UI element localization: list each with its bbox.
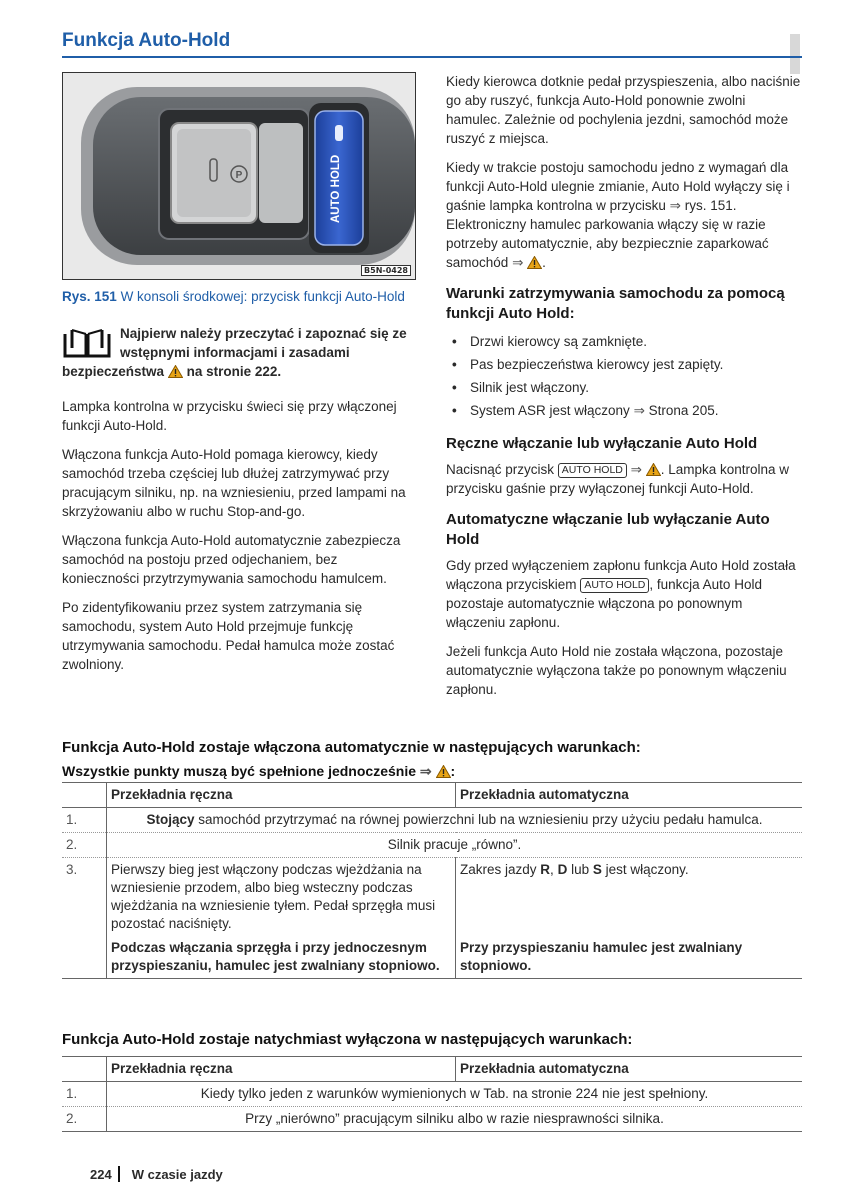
- auto-heading: Automatyczne włączanie lub wyłączanie Auto Hold: [446, 511, 770, 548]
- manual-paragraph: [446, 460, 802, 498]
- left-paragraph-2: Włączona funkcja Auto-Hold pomaga kierowcy, kiedy samochód trzeba częściej lub dłużej zatrzymywać przy pracującym silniku, np. na wzniesieniu, przed lampami na skrzyżowaniu albo w ruchu Stop-and-go.: [62, 447, 406, 519]
- header-cell: Przekładnia ręczna: [107, 783, 456, 808]
- p2-text-before: Kiedy w trakcie postoju samochodu jedno z wymagań dla funkcji Auto-Hold ulegnie zmianie, Auto Hold wyłączy się i gaśnie lampka kontrolna w przycisku: [446, 160, 790, 213]
- range-r: R: [540, 862, 551, 877]
- activation-heading: Funkcja Auto-Hold zostaje włączona automatycznie w następujących warunkach:: [62, 739, 641, 756]
- svg-text:P: P: [235, 170, 243, 181]
- section-name: W czasie jazdy: [131, 1167, 223, 1182]
- footer-divider: [118, 1166, 120, 1182]
- table-cell: Przy przyspieszaniu hamulec jest zwalniany stopniowo.: [456, 936, 803, 979]
- auto-hold-key: AUTO HOLD: [580, 578, 649, 593]
- table-row: [62, 1107, 802, 1132]
- figure-ref-link[interactable]: rys. 151: [684, 198, 733, 213]
- activation-subheading: Wszystkie punkty muszą być spełnione jednocześnie ⇒ :: [62, 763, 456, 779]
- cell-text: lub: [571, 862, 590, 877]
- warning-triangle-icon[interactable]: [527, 256, 542, 269]
- range-d: D: [557, 862, 568, 877]
- table-header-row: [62, 1057, 802, 1082]
- auto-hold-button-label: AUTO HOLD: [330, 154, 342, 223]
- auto-text-before: Gdy przed wyłączeniem zapłonu funkcja Auto Hold została włączona przyciskiem: [446, 558, 796, 592]
- table-cell: Silnik pracuje „równo”.: [107, 833, 803, 858]
- auto-hold-key: AUTO HOLD: [558, 463, 627, 478]
- left-paragraph-4: Po zidentyfikowaniu przez system zatrzymania się samochodu, system Auto Hold przejmuje funkcję utrzymywania samochodu. Pedał hamulca może zostać zwolniony.: [62, 600, 395, 672]
- table-header-row: [62, 783, 802, 808]
- left-paragraph-1: Lampka kontrolna w przycisku świeci się przy włączonej funkcji Auto-Hold.: [62, 399, 397, 433]
- arrow-icon: ⇒: [419, 763, 432, 779]
- manual-heading: Ręczne włączanie lub wyłączanie Auto Hold: [446, 435, 758, 452]
- manual-text-after: . Lampka kontrolna w przycisku gaśnie przy wyłączonej funkcji Auto-Hold.: [446, 462, 790, 496]
- right-paragraph-1: Kiedy kierowca dotknie pedał przyspieszenia, albo naciśnie go aby ruszyć, funkcja Auto-Hold ponownie zwolni hamulec. Zależnie od pochylenia jezdni, samochód może ruszyć z miejsca.: [446, 74, 801, 146]
- p2-text-after: . Elektroniczny hamulec parkowania włączy się w razie potrzeby automatycznie, aby bezpiecznie zaparkować samochód: [446, 198, 769, 270]
- deactivation-heading: Funkcja Auto-Hold zostaje natychmiast wyłączona w następujących warunkach:: [62, 1031, 633, 1048]
- list-item: • Silnik jest włączony.: [446, 376, 802, 399]
- right-paragraph-2: Kiedy w trakcie postoju samochodu jedno z wymagań dla funkcji Auto-Hold ulegnie zmianie, Auto Hold wyłączy się i gaśnie lampka kontrolna w przycisku ⇒ rys. 151. Elektroniczny hamulec parkowania włączy się w razie potrzeby automatycznie, aby bezpiecznie zaparkować samochód ⇒ .: [446, 160, 790, 270]
- figure-code: B5N-0428: [361, 265, 411, 276]
- header-cell: [62, 783, 107, 808]
- row-number: 2.: [62, 833, 107, 858]
- table-cell: Pierwszy bieg jest włączony podczas wjeżdżania na wzniesienie przodem, albo bieg wsteczny podczas wjeżdżania na wzniesienie tyłem. Pedał sprzęgła musi pozostać naciśnięty.: [107, 858, 456, 937]
- table-row: [62, 1082, 802, 1107]
- table-row: [62, 858, 802, 937]
- deactivation-section: [62, 1030, 802, 1132]
- range-s: S: [592, 862, 602, 877]
- warning-triangle-icon: [168, 365, 183, 378]
- header-cell: Przekładnia automatyczna: [456, 1057, 803, 1082]
- auto-paragraph-2: Jeżeli funkcja Auto Hold nie została włączona, pozostaje automatycznie wyłączona także po ponownym włączeniu zapłonu.: [446, 644, 787, 697]
- table-cell: Zakres jazdy R, D lub S jest włączony.: [456, 858, 803, 937]
- table-cell: [107, 808, 803, 833]
- row-number: 1.: [62, 1082, 107, 1107]
- caption-prefix: Rys. 151: [62, 289, 117, 304]
- caption-text: W konsoli środkowej: przycisk funkcji Auto-Hold: [120, 289, 405, 304]
- arrow-icon: ⇒: [669, 198, 681, 213]
- warning-triangle-icon[interactable]: [646, 463, 661, 476]
- table-row: [62, 833, 802, 858]
- page-number: 224: [90, 1167, 112, 1182]
- left-paragraph-3: Włączona funkcja Auto-Hold automatycznie zabezpiecza samochód na postoju przed odjechaniem, bez konieczności przytrzymywania samochodu hamulcem.: [62, 533, 401, 586]
- list-item: • Drzwi kierowcy są zamknięte.: [446, 330, 802, 353]
- table-cell: Kiedy tylko jeden z warunków wymienionych w Tab. na stronie 224 nie jest spełniony.: [107, 1082, 803, 1107]
- auto-paragraph-1: [446, 556, 802, 632]
- manual-text-before: Nacisnąć przycisk: [446, 462, 555, 477]
- arrow-icon: ⇒: [633, 403, 645, 418]
- activation-section: [62, 738, 802, 979]
- row-number: 2.: [62, 1107, 107, 1132]
- cell-text: samochód przytrzymać na równej powierzchni lub na wzniesieniu przy użyciu pedału hamulca.: [198, 812, 763, 827]
- activation-table: [62, 782, 802, 979]
- list-item-text: System ASR jest włączony: [470, 403, 630, 418]
- page-footer: [90, 1166, 223, 1182]
- activation-subheading-text: Wszystkie punkty muszą być spełnione jednocześnie: [62, 763, 416, 779]
- table-cell: Przy „nierówno” pracującym silniku albo w razie niesprawności silnika.: [107, 1107, 803, 1132]
- safety-note: [62, 324, 418, 381]
- list-item: [446, 399, 802, 422]
- header-cell: Przekładnia ręczna: [107, 1057, 456, 1082]
- table-row: [62, 936, 802, 979]
- page-ref-link[interactable]: Strona 205.: [648, 403, 719, 418]
- left-column: [62, 72, 418, 684]
- title-rule: [62, 56, 802, 58]
- header-cell: [62, 1057, 107, 1082]
- auto-text-after: , funkcja Auto Hold pozostaje automatycznie włączona po ponownym włączeniu zapłonu.: [446, 577, 762, 630]
- page-edge-tab: [790, 34, 800, 74]
- arrow-icon: ⇒: [512, 255, 524, 270]
- row-number: 1.: [62, 808, 107, 833]
- header-cell: Przekładnia automatyczna: [456, 783, 803, 808]
- conditions-heading: Warunki zatrzymywania samochodu za pomocą funkcji Auto Hold:: [446, 285, 785, 322]
- note-text: Najpierw należy przeczytać i zapoznać się ze wstępnymi informacjami i zasadami bezpieczeństwa: [62, 326, 407, 379]
- cell-text: jest włączony.: [605, 862, 689, 877]
- row-number: [62, 936, 107, 979]
- console-illustration: [63, 73, 415, 279]
- cell-text: Zakres jazdy: [460, 862, 537, 877]
- table-row: [62, 808, 802, 833]
- table-cell: Podczas włączania sprzęgła i przy jednoczesnym przyspieszaniu, hamulec jest zwalniany stopniowo.: [107, 936, 456, 979]
- row-number: 3.: [66, 862, 78, 877]
- deactivation-table: [62, 1056, 802, 1132]
- cell-bold: Stojący: [146, 812, 195, 827]
- warning-triangle-icon[interactable]: [436, 765, 451, 778]
- arrow-icon: ⇒: [630, 462, 642, 477]
- page-title: Funkcja Auto-Hold: [62, 30, 231, 51]
- figure-caption: [62, 288, 418, 306]
- note-link[interactable]: na stronie 222.: [186, 364, 282, 379]
- list-item: • Pas bezpieczeństwa kierowcy jest zapięty.: [446, 353, 802, 376]
- conditions-list: [446, 330, 802, 422]
- open-book-icon: [62, 326, 112, 360]
- figure-autohold-console: [62, 72, 416, 280]
- right-column: [446, 72, 802, 709]
